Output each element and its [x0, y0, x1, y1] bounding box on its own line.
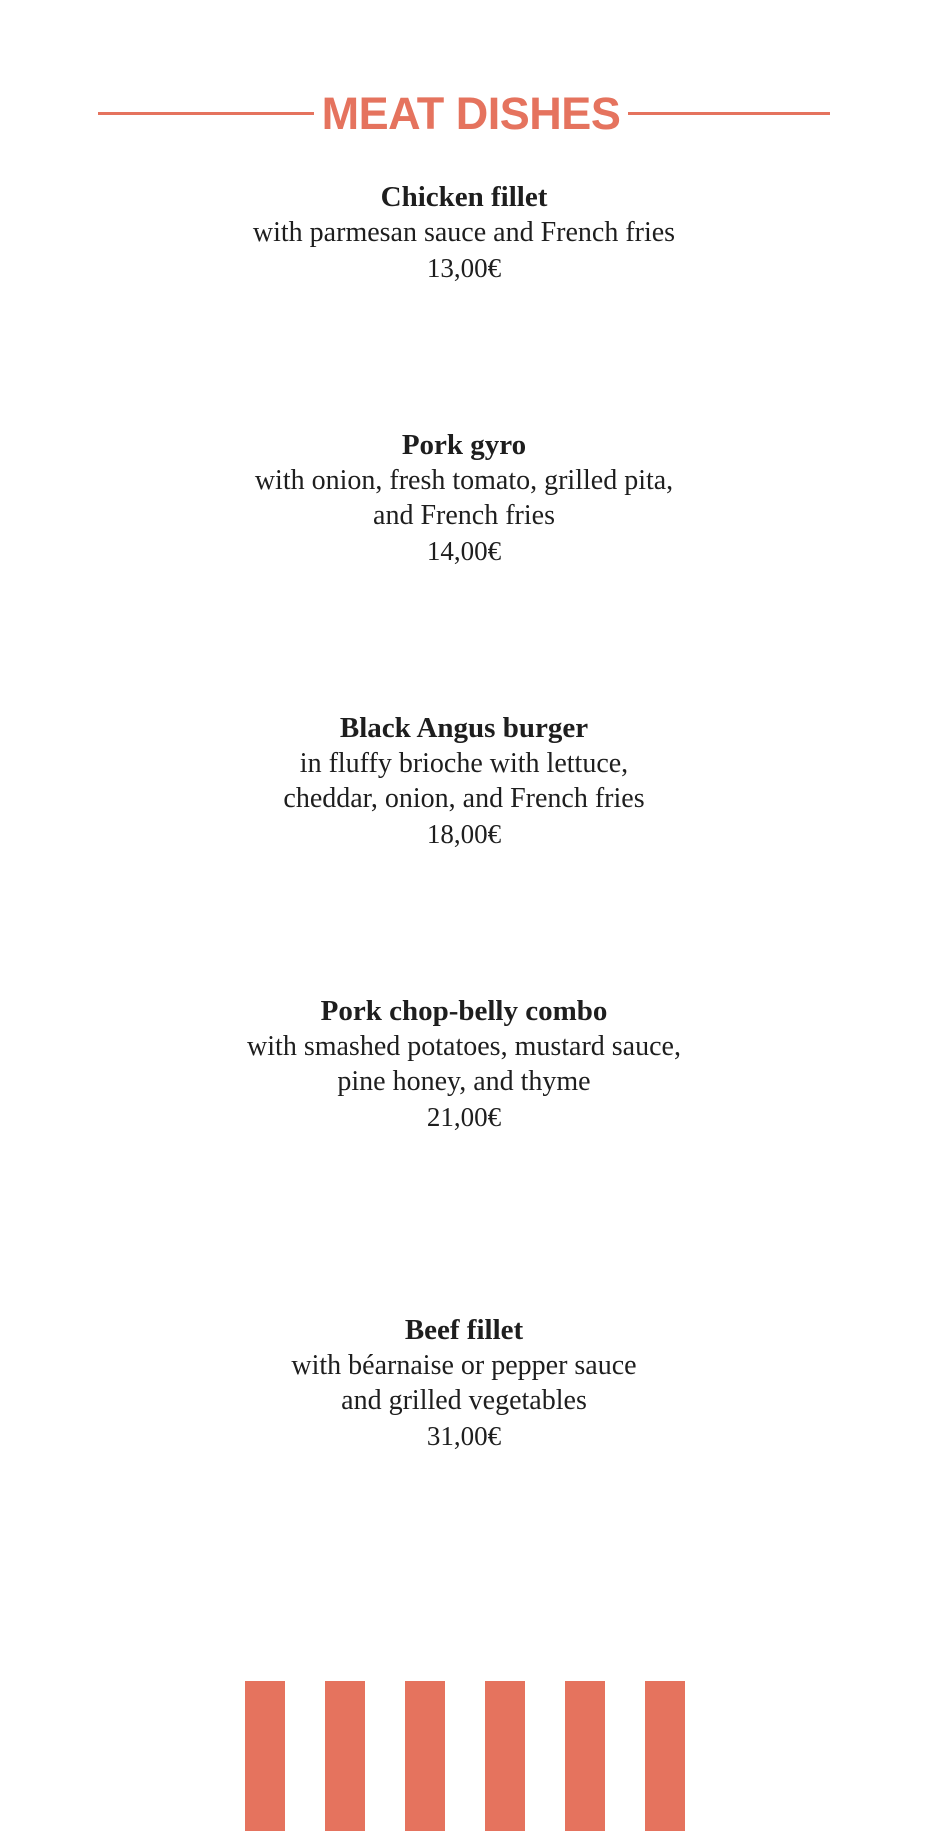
decorative-stripe [485, 1681, 525, 1831]
decorative-stripe [405, 1681, 445, 1831]
item-description-line: with onion, fresh tomato, grilled pita, [254, 465, 674, 496]
decorative-stripes [245, 1681, 685, 1831]
decorative-stripe [245, 1681, 285, 1831]
decorative-stripe [325, 1681, 365, 1831]
decorative-stripe [565, 1681, 605, 1831]
item-name: Black Angus burger [339, 712, 589, 744]
item-price: 13,00€ [426, 253, 502, 283]
item-name: Chicken fillet [380, 181, 548, 213]
item-name: Beef fillet [404, 1314, 524, 1346]
menu-item-black-angus-burger [0, 710, 928, 852]
item-description-line: and grilled vegetables [341, 1385, 587, 1416]
menu-item-chicken-fillet [0, 179, 928, 286]
header-rule-left [98, 112, 314, 115]
item-description-line: pine honey, and thyme [337, 1066, 591, 1097]
item-price: 18,00€ [426, 819, 502, 849]
item-price: 14,00€ [426, 536, 502, 566]
item-price: 31,00€ [426, 1421, 502, 1451]
item-description-line: in fluffy brioche with lettuce, [299, 748, 629, 779]
item-description-line: with parmesan sauce and French fries [252, 217, 676, 248]
header-rule-right [628, 112, 830, 115]
menu-item-pork-gyro [0, 427, 928, 569]
menu-item-beef-fillet [0, 1312, 928, 1454]
section-header [0, 82, 928, 146]
item-name: Pork chop-belly combo [320, 995, 608, 1027]
decorative-stripe [645, 1681, 685, 1831]
item-description-line: and French fries [373, 500, 555, 531]
section-title: MEAT DISHES [321, 88, 621, 139]
item-price: 21,00€ [426, 1102, 502, 1132]
item-name: Pork gyro [401, 429, 527, 461]
item-description-line: with smashed potatoes, mustard sauce, [247, 1031, 681, 1062]
menu-item-pork-chop-belly-combo [0, 993, 928, 1135]
item-description-line: cheddar, onion, and French fries [283, 783, 645, 814]
item-description-line: with béarnaise or pepper sauce [291, 1350, 637, 1381]
